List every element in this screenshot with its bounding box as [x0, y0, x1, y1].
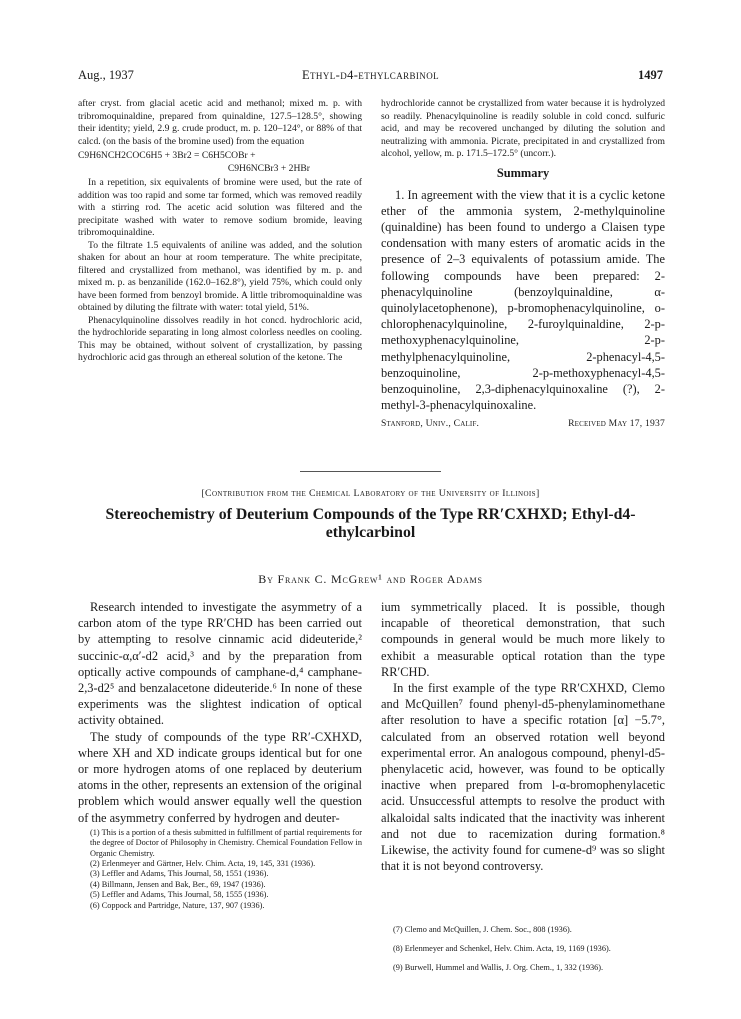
summary-text: 1. In agreement with the view that it is a cyclic ketone ether of the ammonia system, 2-methylquinoline (quinaldine) has been found to undergo a Claisen type condensation with many esters of aromatic acids in the presence of 2–3 equivalents of potassium amide. The following compounds have been prepared: 2-phenacylquinoline (benzoylquinaldine, α-quinolylacetophenone), p-bromophenacylquinoline, o-chlorophenacylquinoline, 2-furoylquinaldine, 2-p-methoxyphenacylquinoline, 2-p-methylphenacylquinoline, 2-phenacyl-4,5-benzoquinoline, 2-p-methoxyphenacyl-4,5-benzoquinoline, 2,3-diphenacylquinoxaline (?), 2-methyl-3-phenacylquinoxaline.	[381, 187, 665, 413]
footnote: (3) Leffler and Adams, This Journal, 58, 1551 (1936).	[90, 869, 269, 879]
paragraph: The study of compounds of the type RR′-CXHXD, where XH and XD indicate groups identical but for one or more hydrogen atoms of one replaced by deuterium atoms in the other, represents an extension of the original problem which would answer equally well the question of the asymmetry conferred by hydrogen and deuter-	[78, 729, 362, 825]
page-number: 1497	[638, 68, 663, 82]
footnote: (4) Billmann, Jensen and Bak, Ber., 69, 1947 (1936).	[90, 879, 266, 889]
footnote: (7) Clemo and McQuillen, J. Chem. Soc., 808 (1936).	[393, 925, 572, 935]
paragraph: hydrochloride cannot be crystallized from water because it is hydrolyzed so readily. Phenacylquinoline is readily soluble in cold concd. sulfuric acid, and may be recovered unchanged by diluting the solution and neutralizing with ammonia. Picrate, precipitated in and crystallized from alcohol, yellow, m. p. 171.5–172.5° (uncorr.).	[381, 98, 665, 159]
article-title-line: ethylcarbinol	[325, 524, 416, 541]
summary-heading: Summary	[496, 165, 550, 180]
article-signature	[381, 418, 665, 429]
footnotes-left	[78, 828, 362, 911]
previous-article-left-column	[78, 98, 362, 365]
footnote: (5) Leffler and Adams, This Journal, 58, 1555 (1936).	[90, 890, 269, 900]
article-left-column	[78, 599, 362, 911]
article-title	[78, 506, 663, 542]
article-right-column	[381, 599, 665, 874]
footnotes-right	[381, 917, 665, 981]
issue-date: Aug., 1937	[78, 68, 134, 82]
paragraph: ium symmetrically placed. It is possible, though incapable of theoretical demonstration, that such compounds in general would be much more likely to exhibit a measurable optical rotation than the type RR′CHD.	[381, 600, 665, 679]
contribution-line: [Contribution from the Chemical Laboratory of the University of Illinois]	[201, 488, 540, 499]
article-divider	[300, 471, 441, 472]
footnote: (6) Coppock and Partridge, Nature, 137, 907 (1936).	[90, 900, 265, 910]
running-head	[78, 68, 663, 84]
paragraph: Phenacylquinoline dissolves readily in hot concd. hydrochloric acid, the hydrochloride separating in long almost colorless needles on cooling. This may be obtained, without solvent of crystallization, by passing hydrochloric acid gas through an ethereal solution of the ketone. The	[78, 314, 362, 363]
paragraph: To the filtrate 1.5 equivalents of aniline was added, and the solution shaken for about an hour at room temperature. The white precipitate, filtered and crystallized from methanol, was identified by m. p. and mixed m. p. as benzanilide (162.0–162.8°), yield 75%, which could only have been formed from benzoyl bromide. A little tribromoquinaldine was obtained by diluting the filtrate with water: total yield, 51%.	[78, 239, 362, 313]
footnote: (9) Burwell, Hummel and Wallis, J. Org. Chem., 1, 332 (1936).	[393, 962, 604, 972]
equation-line: C9H6NCBr3 + 2HBr	[227, 162, 310, 174]
byline: By Frank C. McGrew¹ and Roger Adams	[258, 572, 483, 586]
equation-line: C9H6NCH2COC6H5 + 3Br2 = C6H5COBr +	[78, 150, 256, 161]
paragraph: In a repetition, six equivalents of bromine were used, but the rate of addition was too rapid and some tar formed, which was removed readily with a stirring rod. The acetic acid solution was filtered and the precipitate washed with water to remove sodium bromide, leaving tribromoquinaldine.	[78, 177, 362, 238]
footnote: (8) Erlenmeyer and Schenkel, Helv. Chim. Acta, 19, 1169 (1936).	[393, 944, 611, 953]
paragraph: In the first example of the type RR′CXHXD, Clemo and McQuillen⁷ found phenyl-d5-phenylaminomethane after resolution to have a specific rotation [α] −5.7°, calculated from an observed rotation well beyond experimental error. An analogous compound, phenyl-d5-phenylacetic acid, however, was found to be optically inactive when prepared from l-α-bromophenylacetic acid. Unsuccessful attempts to resolve the product with alkaloidal salts indicated that the inactivity was inherent and not due to racemization during formation.⁸ Likewise, the activity found for cumene-d⁹ was so slight that it is not beyond controversy.	[381, 681, 665, 874]
running-title: Ethyl-d4-ethylcarbinol	[302, 68, 439, 82]
article-title-line: Stereochemistry of Deuterium Compounds of the Type RR′CXHXD; Ethyl-d4-	[105, 506, 636, 523]
signature-location: Stanford, Univ., Calif.	[381, 418, 480, 430]
footnote: (1) This is a portion of a thesis submitted in fulfillment of partial requirements for the degree of Doctor of Philosophy in Chemistry. Chemical Foundation Fellow in Organic Chemistry.	[90, 827, 362, 858]
paragraph: after cryst. from glacial acetic acid and methanol; mixed m. p. with tribromoquinaldine, prepared from quinaldine, 127.5–128.5°, showing their identity; yield, 2.9 g. crude product, m. p. 120–124°, or 88% of that calcd. (on the basis of the bromine used) from the equation	[78, 98, 362, 147]
received-date: Received May 17, 1937	[568, 418, 665, 430]
footnote: (2) Erlenmeyer and Gärtner, Helv. Chim. Acta, 19, 145, 331 (1936).	[90, 859, 316, 869]
previous-article-right-column	[381, 98, 665, 429]
paragraph: Research intended to investigate the asymmetry of a carbon atom of the type RR′CHD has been carried out by attempting to resolve cinnamic acid dideuteride,² succinic-α,α′-d2 acid,³ and by the preparation from optically active compounds of camphane-d,⁴ camphane-2,3-d2⁵ and benzalacetone dideuteride.⁶ In none of these experiments was the slightest indication of optical activity obtained.	[78, 600, 362, 728]
